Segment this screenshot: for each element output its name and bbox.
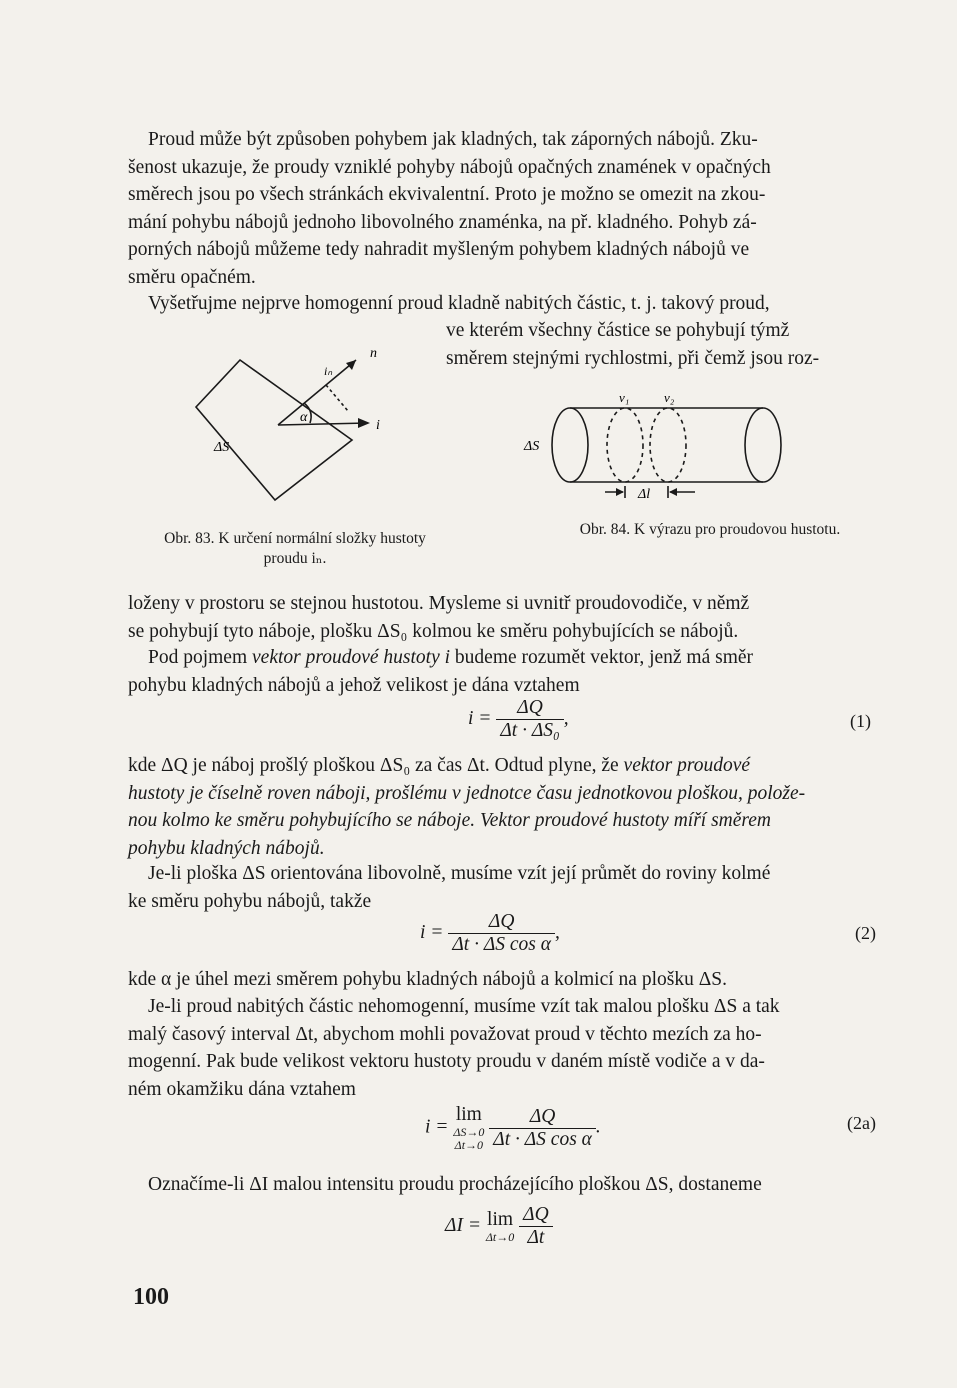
eq-tail: , xyxy=(555,921,560,943)
text-line: Označíme-li ΔI malou intensitu proudu procházejícího ploškou ΔS, dostaneme xyxy=(148,1174,762,1195)
emphasis: vektor proudové xyxy=(623,755,751,776)
cylinder-right-end xyxy=(745,408,781,482)
text-line: loženy v prostoru se stejnou hustotou. Mysleme si uvnitř proudovodiče, v němž xyxy=(128,593,750,614)
label-dS: ΔS xyxy=(524,439,540,454)
text-line: porných nábojů můžeme tedy nahradit myšleným pohybem kladných nábojů ve xyxy=(128,239,750,260)
eq-lhs: i = xyxy=(420,921,444,943)
label-v2: v₂ xyxy=(664,390,675,405)
text-line: mání pohybu nábojů jednoho libovolného znaménka, na př. kladného. Pohyb zá- xyxy=(128,211,757,233)
dl-arrowhead-right xyxy=(669,488,677,496)
label-i: i xyxy=(376,418,380,433)
text-line: Je-li proud nabitých částic nehomogenní, musíme vzít tak malou plošku ΔS a tak xyxy=(148,996,780,1017)
text-line: se pohybují tyto náboje, plošku ΔS₀ kolmou ke směru pohybujících se nábojů. xyxy=(128,620,739,642)
eq-lhs: i = xyxy=(468,707,492,729)
eq-fraction xyxy=(496,697,563,742)
paragraph-4 xyxy=(128,644,880,699)
text-line: hustoty je číselně roven náboji, prošlému v jednotce času jednotkovou ploškou, polože- xyxy=(128,782,806,804)
label-in: iₙ xyxy=(324,364,333,378)
section-2 xyxy=(650,408,686,482)
text-line: směru opačném. xyxy=(128,266,256,288)
eq-lhs: i = xyxy=(425,1116,449,1138)
equation-number: (2a) xyxy=(847,1113,876,1133)
equation-number: (2) xyxy=(855,923,876,943)
equation-2 xyxy=(420,911,560,956)
paragraph-2-cont xyxy=(446,317,878,372)
text-line xyxy=(128,752,880,780)
eq-denominator: Δt xyxy=(527,1227,545,1248)
text-line: Vyšetřujme nejprve homogenní proud kladně nabitých částic, t. j. takový proud, xyxy=(148,293,770,314)
text-line: směrem stejnými rychlostmi, při čemž jsou roz- xyxy=(446,347,820,369)
paragraph-8 xyxy=(128,993,880,1103)
limit-subscript: Δt→0 xyxy=(454,1138,484,1152)
text-line: Proud může být způsoben pohybem jak kladných, tak záporných nábojů. Zku- xyxy=(148,129,758,150)
eq-numerator: ΔQ xyxy=(519,1204,553,1227)
eq-fraction xyxy=(519,1204,553,1249)
text-line: ve kterém všechny částice se pohybují týmž xyxy=(446,320,790,341)
label-v1: v₁ xyxy=(619,390,630,405)
text-line: směrech jsou po všech stránkách ekvivalentní. Proto je možno se omezit na zkou- xyxy=(128,184,766,205)
cylinder-left-end xyxy=(552,408,588,482)
section-1 xyxy=(607,408,643,482)
text-line: kde α je úhel mezi směrem pohybu kladných nábojů a kolmicí na plošku ΔS. xyxy=(128,969,727,990)
eq-fraction xyxy=(448,911,555,956)
text-line: malý časový interval Δt, abychom mohli považovat proud v těchto mezích za ho- xyxy=(128,1023,762,1045)
limit-label: lim xyxy=(487,1209,514,1230)
limit-label: lim xyxy=(455,1104,482,1125)
eq-tail: . xyxy=(595,1116,601,1138)
equation-3 xyxy=(445,1204,553,1249)
label-dS: ΔS xyxy=(214,440,230,455)
eq-denominator: Δt · ΔS cos α xyxy=(493,1128,592,1150)
caption-fig83 xyxy=(125,529,465,569)
eq-denominator: Δt · ΔS₀ xyxy=(500,720,560,741)
text-line: nou kolmo ke směru pohybujícího se náboje. Vektor proudové hustoty míří směrem xyxy=(128,810,772,831)
eq-tail: , xyxy=(563,707,569,729)
text-line: Je-li ploška ΔS orientována libovolně, musíme vzít její průmět do roviny kolmé xyxy=(148,863,771,884)
page-number: 100 xyxy=(133,1284,169,1310)
text-line: pohybu kladných nábojů. xyxy=(128,837,325,859)
caption-fig84: Obr. 84. K výrazu pro proudovou hustotu. xyxy=(579,521,841,538)
limit-subscript: Δt→0 xyxy=(485,1230,515,1244)
text-line: mogenní. Pak bude velikost vektoru hustoty proudu v daném místě vodiče a v da- xyxy=(128,1051,765,1072)
label-n: n xyxy=(370,346,377,361)
paragraph-3 xyxy=(128,590,880,645)
text-line xyxy=(128,644,880,672)
current-vector xyxy=(278,423,368,425)
paragraph-2 xyxy=(128,290,880,318)
eq-fraction xyxy=(489,1106,596,1151)
eq-denominator: Δt · ΔS cos α xyxy=(452,934,551,955)
figure-83 xyxy=(180,345,400,510)
paragraph-7 xyxy=(128,966,880,994)
normal-arrowhead xyxy=(346,360,356,370)
text-run: Pod pojmem xyxy=(148,647,253,668)
paragraph-1 xyxy=(128,126,880,291)
label-dl: Δl xyxy=(638,487,651,502)
caption-line: proudu iₙ. xyxy=(263,550,327,567)
text-line: šenost ukazuje, že proudy vzniklé pohyby nábojů opačných znamének v opačných xyxy=(128,156,771,178)
surface-patch xyxy=(196,360,352,500)
text-run: kde ΔQ je náboj prošlý ploškou ΔS₀ za čas Δt. Odtud plyne, že xyxy=(128,755,624,776)
emphasis: vektor proudové hustoty i xyxy=(252,647,451,668)
current-arrowhead xyxy=(358,418,370,428)
eq-numerator: ΔQ xyxy=(489,1106,596,1129)
caption-line: Obr. 83. K určení normální složky hustoty xyxy=(164,530,426,547)
paragraph-9 xyxy=(128,1171,880,1199)
equation-number: (1) xyxy=(850,711,871,731)
figure-84 xyxy=(520,388,805,510)
paragraph-5 xyxy=(128,752,880,862)
in-component xyxy=(326,385,348,411)
paragraph-6 xyxy=(128,860,880,915)
eq-limit xyxy=(486,1209,514,1244)
eq-numerator: ΔQ xyxy=(496,697,563,720)
eq-numerator: ΔQ xyxy=(448,911,555,934)
eq-limit xyxy=(453,1104,484,1152)
label-alpha: α xyxy=(300,410,308,425)
equation-2a xyxy=(425,1104,601,1152)
text-line: pohybu kladných nábojů a jehož velikost je dána vztahem xyxy=(128,674,580,696)
eq-lhs: ΔI = xyxy=(445,1214,481,1236)
text-line: ném okamžiku dána vztahem xyxy=(128,1078,356,1100)
text-run: budeme rozumět vektor, jenž má směr xyxy=(450,647,754,668)
equation-1 xyxy=(468,697,569,742)
dl-arrowhead-left xyxy=(616,488,624,496)
text-line: ke směru pohybu nábojů, takže xyxy=(128,890,372,912)
limit-subscript: ΔS→0 xyxy=(453,1125,485,1139)
